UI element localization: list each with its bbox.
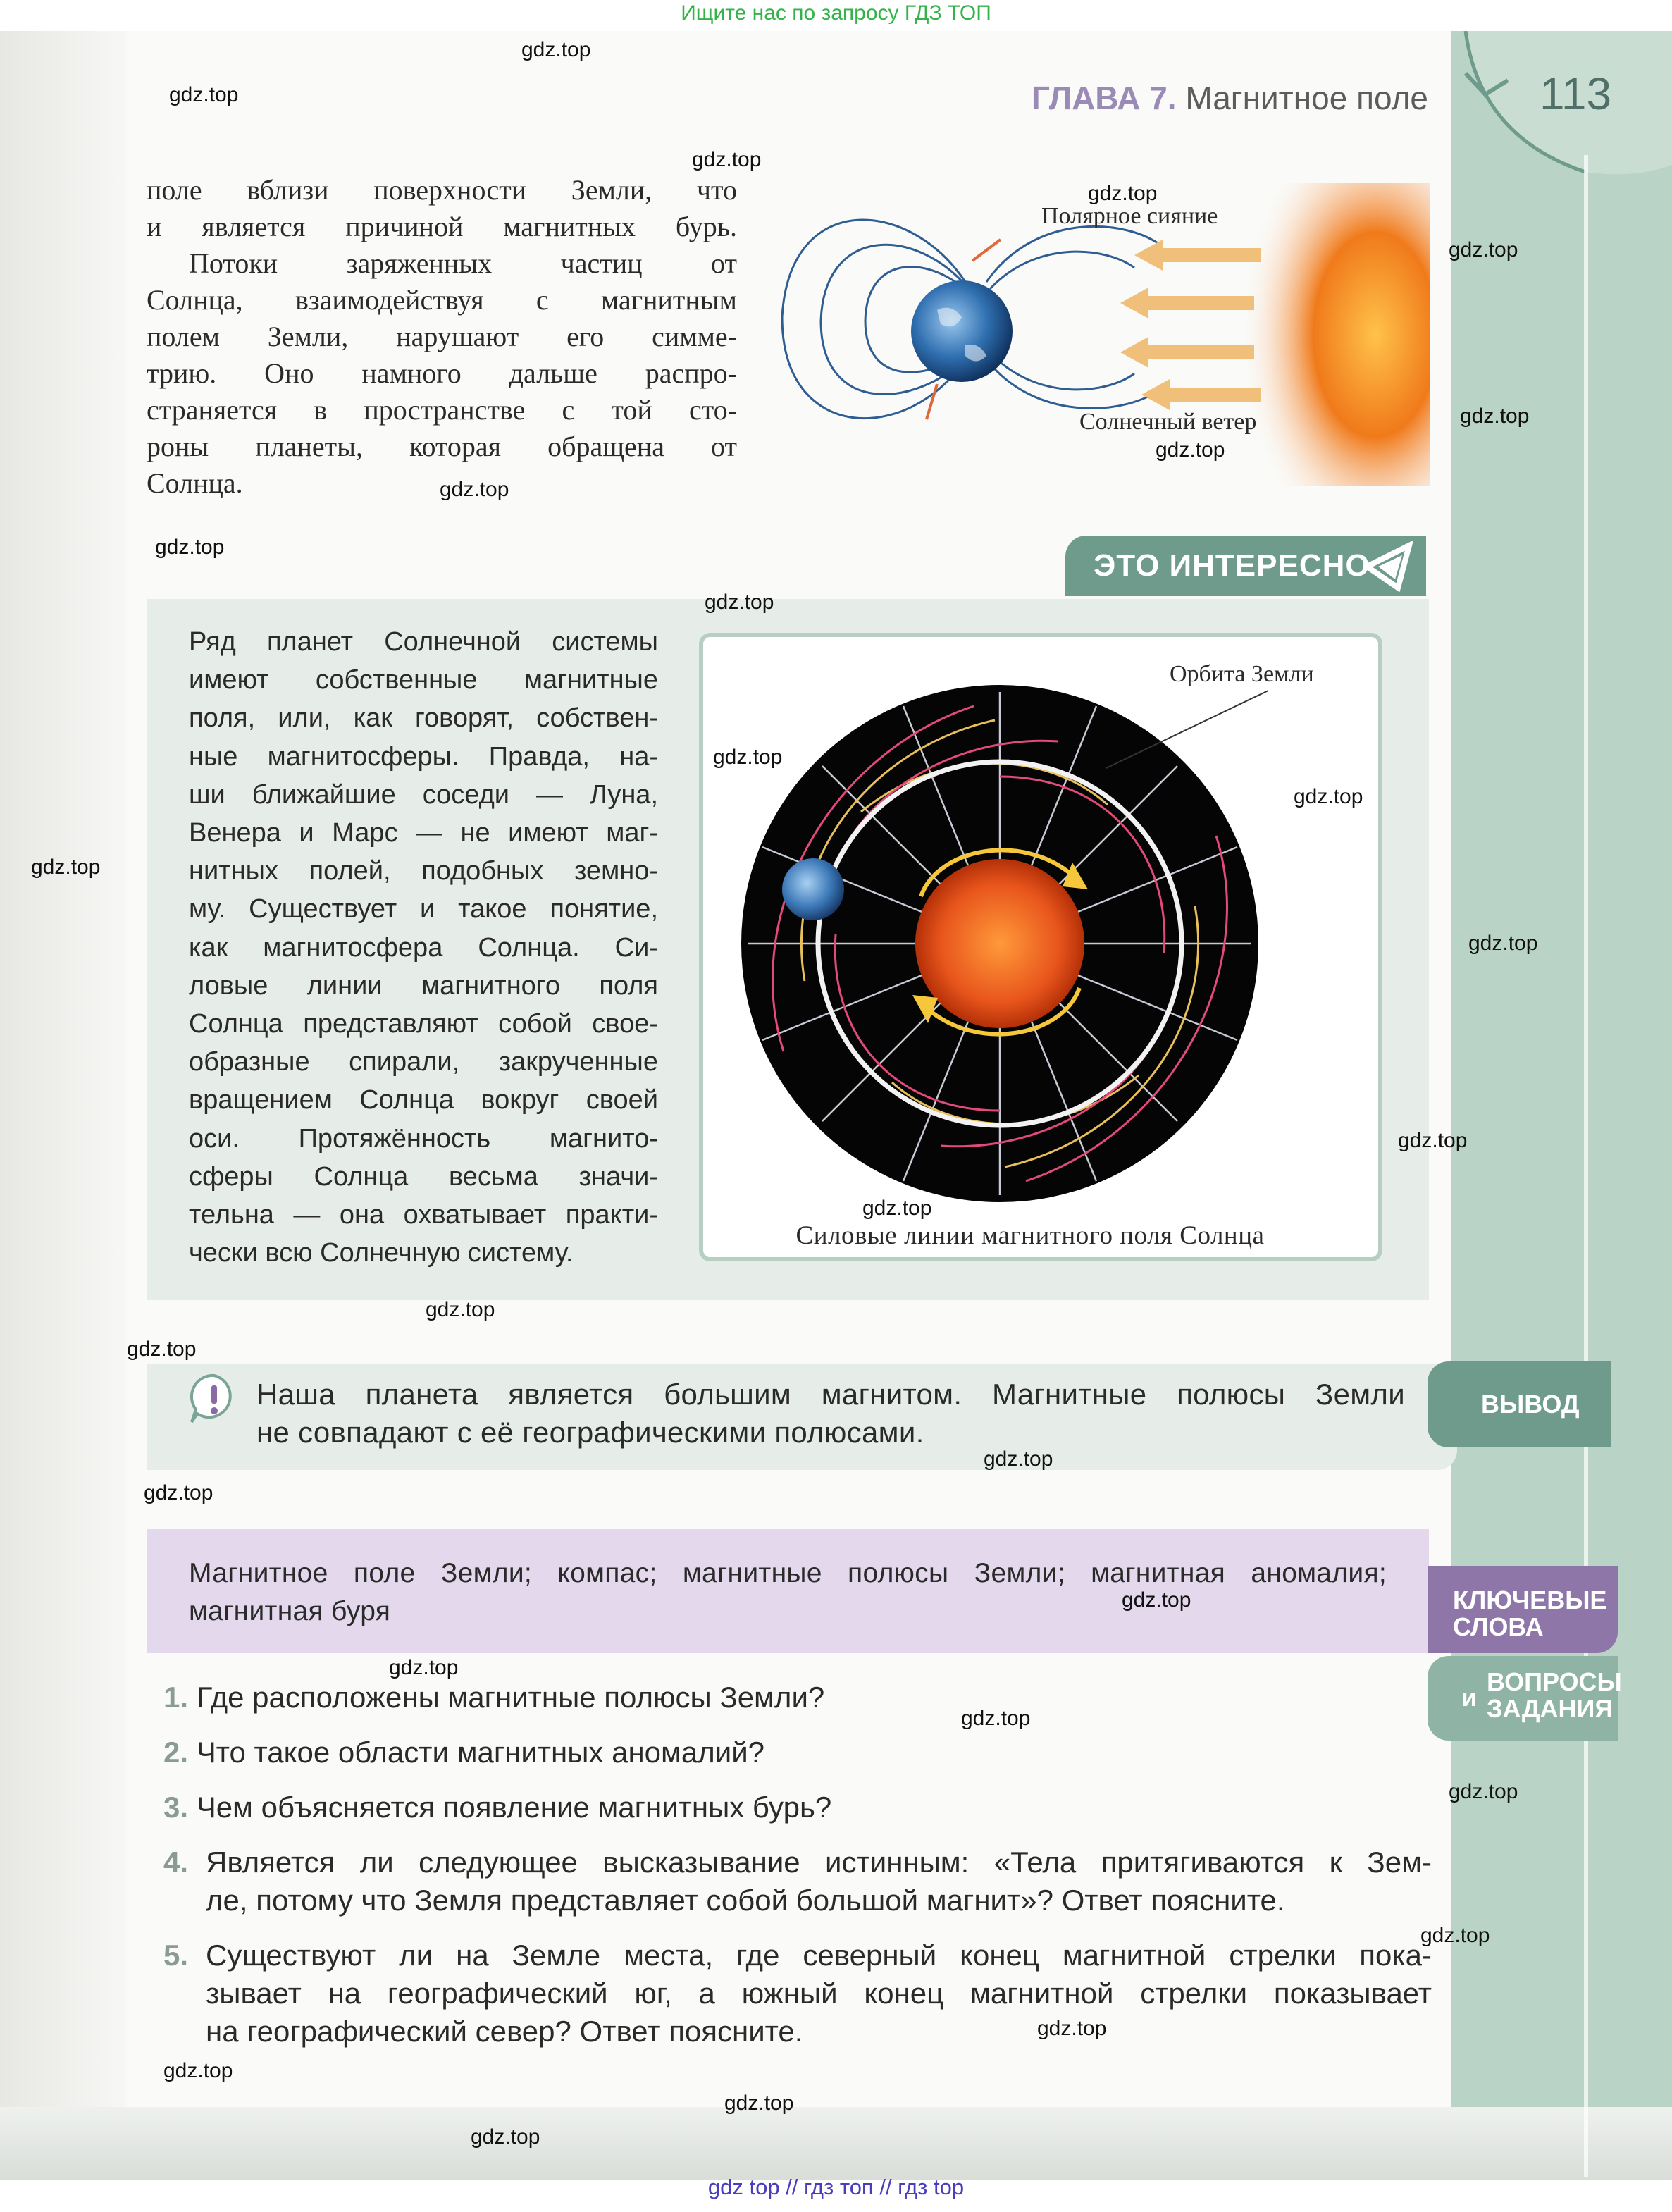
chapter-title: Магнитное поле [1185,80,1428,116]
solar-wind-arrows [1120,240,1261,410]
question-text: Является ли следующее высказывание истинным: «Тела притягиваются к Зем- [206,1846,1432,1879]
question-number: 1. [163,1681,189,1714]
watermark: gdz.top [705,591,774,614]
question-text: Где расположены магнитные полюсы Земли? [196,1681,825,1714]
watermark: gdz.top [440,478,509,501]
page-number: 113 [1540,68,1612,119]
question-item [163,1936,1432,2051]
watermark: gdz.top [713,746,783,769]
question-number: 4. [163,1846,189,1879]
exclamation-icon [187,1371,241,1425]
intro-line: Потоки заряженных частиц от [189,247,737,279]
watermark: gdz.top [1037,2017,1107,2040]
watermark: gdz.top [1398,1129,1468,1152]
watermark: gdz.top [169,83,239,106]
watermark: gdz.top [144,1481,213,1504]
watermark: gdz.top [862,1197,932,1220]
watermark: gdz.top [1088,182,1158,205]
keywords-line: Магнитное поле Земли; компас; магнитные полюсы Земли; магнитная аномалия; [189,1558,1387,1588]
right-margin-band [1451,31,1672,2180]
questions-tab-and: и [1461,1683,1478,1712]
interesting-line: оси. Протяжённость магнито- [189,1123,658,1154]
intro-line: полем Земли, нарушают его симме- [147,321,737,352]
intro-line: Солнца, взаимодействуя с магнитным [147,284,737,316]
keywords-tab [1428,1566,1618,1653]
intro-paragraph [147,172,737,502]
watermark: gdz.top [1468,932,1538,955]
question-item [163,1679,1432,1717]
question-text: ле, потому что Земля представляет собой большой магнит»? Ответ поясните. [206,1884,1285,1917]
watermark: gdz.top [426,1298,495,1321]
sun-disk [915,859,1084,1028]
question-number: 2. [163,1736,189,1769]
question-number: 5. [163,1939,189,1972]
interesting-line: ши ближайшие соседи — Луна, [189,779,658,810]
chapter-header [1032,79,1428,117]
interesting-line: имеют собственные магнитные [189,665,658,696]
interesting-line: Венера и Марс — не имеют маг- [189,818,658,848]
sun-image [1247,183,1430,486]
orbit-pointer-line [1099,684,1282,775]
interesting-line: Солнца представляют собой свое- [189,1009,658,1039]
watermark: gdz.top [31,855,101,879]
conclusion-line: Наша планета является большим магнитом. Магнитные полюсы Земли [256,1378,1405,1411]
interesting-line: поля, или, как говорят, собствен- [189,703,658,734]
watermark: gdz.top [724,2091,794,2115]
interesting-text [189,623,658,1272]
questions-tab [1428,1656,1622,1741]
sun-field-caption: Силовые линии магнитного поля Солнца [795,1221,1265,1250]
watermark: gdz.top [1460,404,1530,428]
top-search-banner[interactable]: Ищите нас по запросу ГДЗ ТОП [681,1,991,25]
question-text: Чем объясняется появление магнитных бурь? [196,1791,832,1824]
earth-image [911,280,1013,382]
question-text: зывает на географический юг, а южный конец магнитной стрелки показывает [206,1977,1432,2010]
triangle-icon [1363,541,1413,592]
label-solar-wind: Солнечный ветер [1079,409,1257,435]
label-aurora: Полярное сияние [1041,203,1218,229]
interesting-line: Ряд планет Солнечной системы [189,627,658,657]
watermark: gdz.top [471,2125,540,2149]
questions-tab-line: ВОПРОСЫ [1487,1667,1622,1696]
interesting-line: му. Существует и такое понятие, [189,894,658,925]
intro-line: поле вблизи поверхности Земли, что [147,174,737,206]
interesting-line: тельна — она охватывает практи- [189,1200,658,1230]
intro-line: трию. Оно намного дальше распро- [147,357,737,389]
intro-line: и является причиной магнитных бурь. [147,211,737,242]
question-item [163,1843,1432,1920]
question-number: 3. [163,1791,189,1824]
question-text: на географический север? Ответ поясните. [206,2015,803,2048]
page-spine-shadow [0,31,127,2180]
interesting-line: ловые линии магнитного поля [189,970,658,1001]
watermark: gdz.top [521,38,591,61]
watermark: gdz.top [1294,785,1363,808]
interesting-line: нитных полей, подобных земно- [189,856,658,886]
aurora-pole-south [927,384,937,419]
watermark: gdz.top [1449,238,1518,261]
question-item [163,1734,1432,1772]
question-text: Что такое области магнитных аномалий? [196,1736,765,1769]
watermark: gdz.top [1449,1780,1518,1803]
questions-tab-line: ЗАДАНИЯ [1487,1694,1614,1723]
watermark: gdz.top [389,1656,459,1679]
watermark: gdz.top [155,536,225,559]
interesting-line: ные магнитосферы. Правда, на- [189,741,658,772]
watermark: gdz.top [984,1447,1053,1471]
chapter-label: ГЛАВА 7. [1031,80,1177,116]
interesting-line: сферы Солнца весьма значи- [189,1161,658,1192]
conclusion-tab [1428,1361,1611,1447]
interesting-line: как магнитосфера Солнца. Си- [189,932,658,963]
bottom-site-banner[interactable]: gdz top // гдз топ // гдз top [707,2175,965,2199]
watermark: gdz.top [1156,438,1225,462]
watermark: gdz.top [163,2059,233,2082]
keywords-tab-line: КЛЮЧЕВЫЕ [1453,1586,1607,1614]
interesting-line: образные спирали, закрученные [189,1047,658,1077]
band-divider-line [1584,155,1588,2177]
interesting-label-text: ЭТО ИНТЕРЕСНО [1094,548,1370,583]
earth-disk [782,858,844,920]
label-earth-orbit: Орбита Земли [1170,661,1314,687]
aurora-pole-north [972,240,1001,261]
watermark: gdz.top [692,148,762,171]
watermark: gdz.top [1420,1924,1490,1947]
conclusion-line: не совпадают с её географическими полюсами. [256,1416,924,1449]
interesting-line: чески всю Солнечную систему. [189,1238,574,1268]
interesting-line: вращением Солнца вокруг своей [189,1085,658,1116]
page-bottom-shadow [0,2107,1672,2180]
intro-line: страняется в пространстве с той сто- [147,394,737,426]
watermark: gdz.top [1122,1588,1191,1612]
keywords-text [189,1555,1387,1631]
question-text: Существуют ли на Земле места, где северный конец магнитной стрелки пока- [206,1939,1432,1972]
keywords-line: магнитная буря [189,1596,391,1626]
intro-line: Солнца. [147,467,243,499]
keywords-tab-line: СЛОВА [1453,1612,1544,1641]
watermark: gdz.top [961,1707,1031,1730]
conclusion-tab-text: ВЫВОД [1481,1390,1580,1419]
watermark: gdz.top [127,1337,197,1361]
intro-line: роны планеты, которая обращена от [147,431,737,462]
conclusion-text [256,1376,1405,1452]
question-item [163,1788,1432,1827]
